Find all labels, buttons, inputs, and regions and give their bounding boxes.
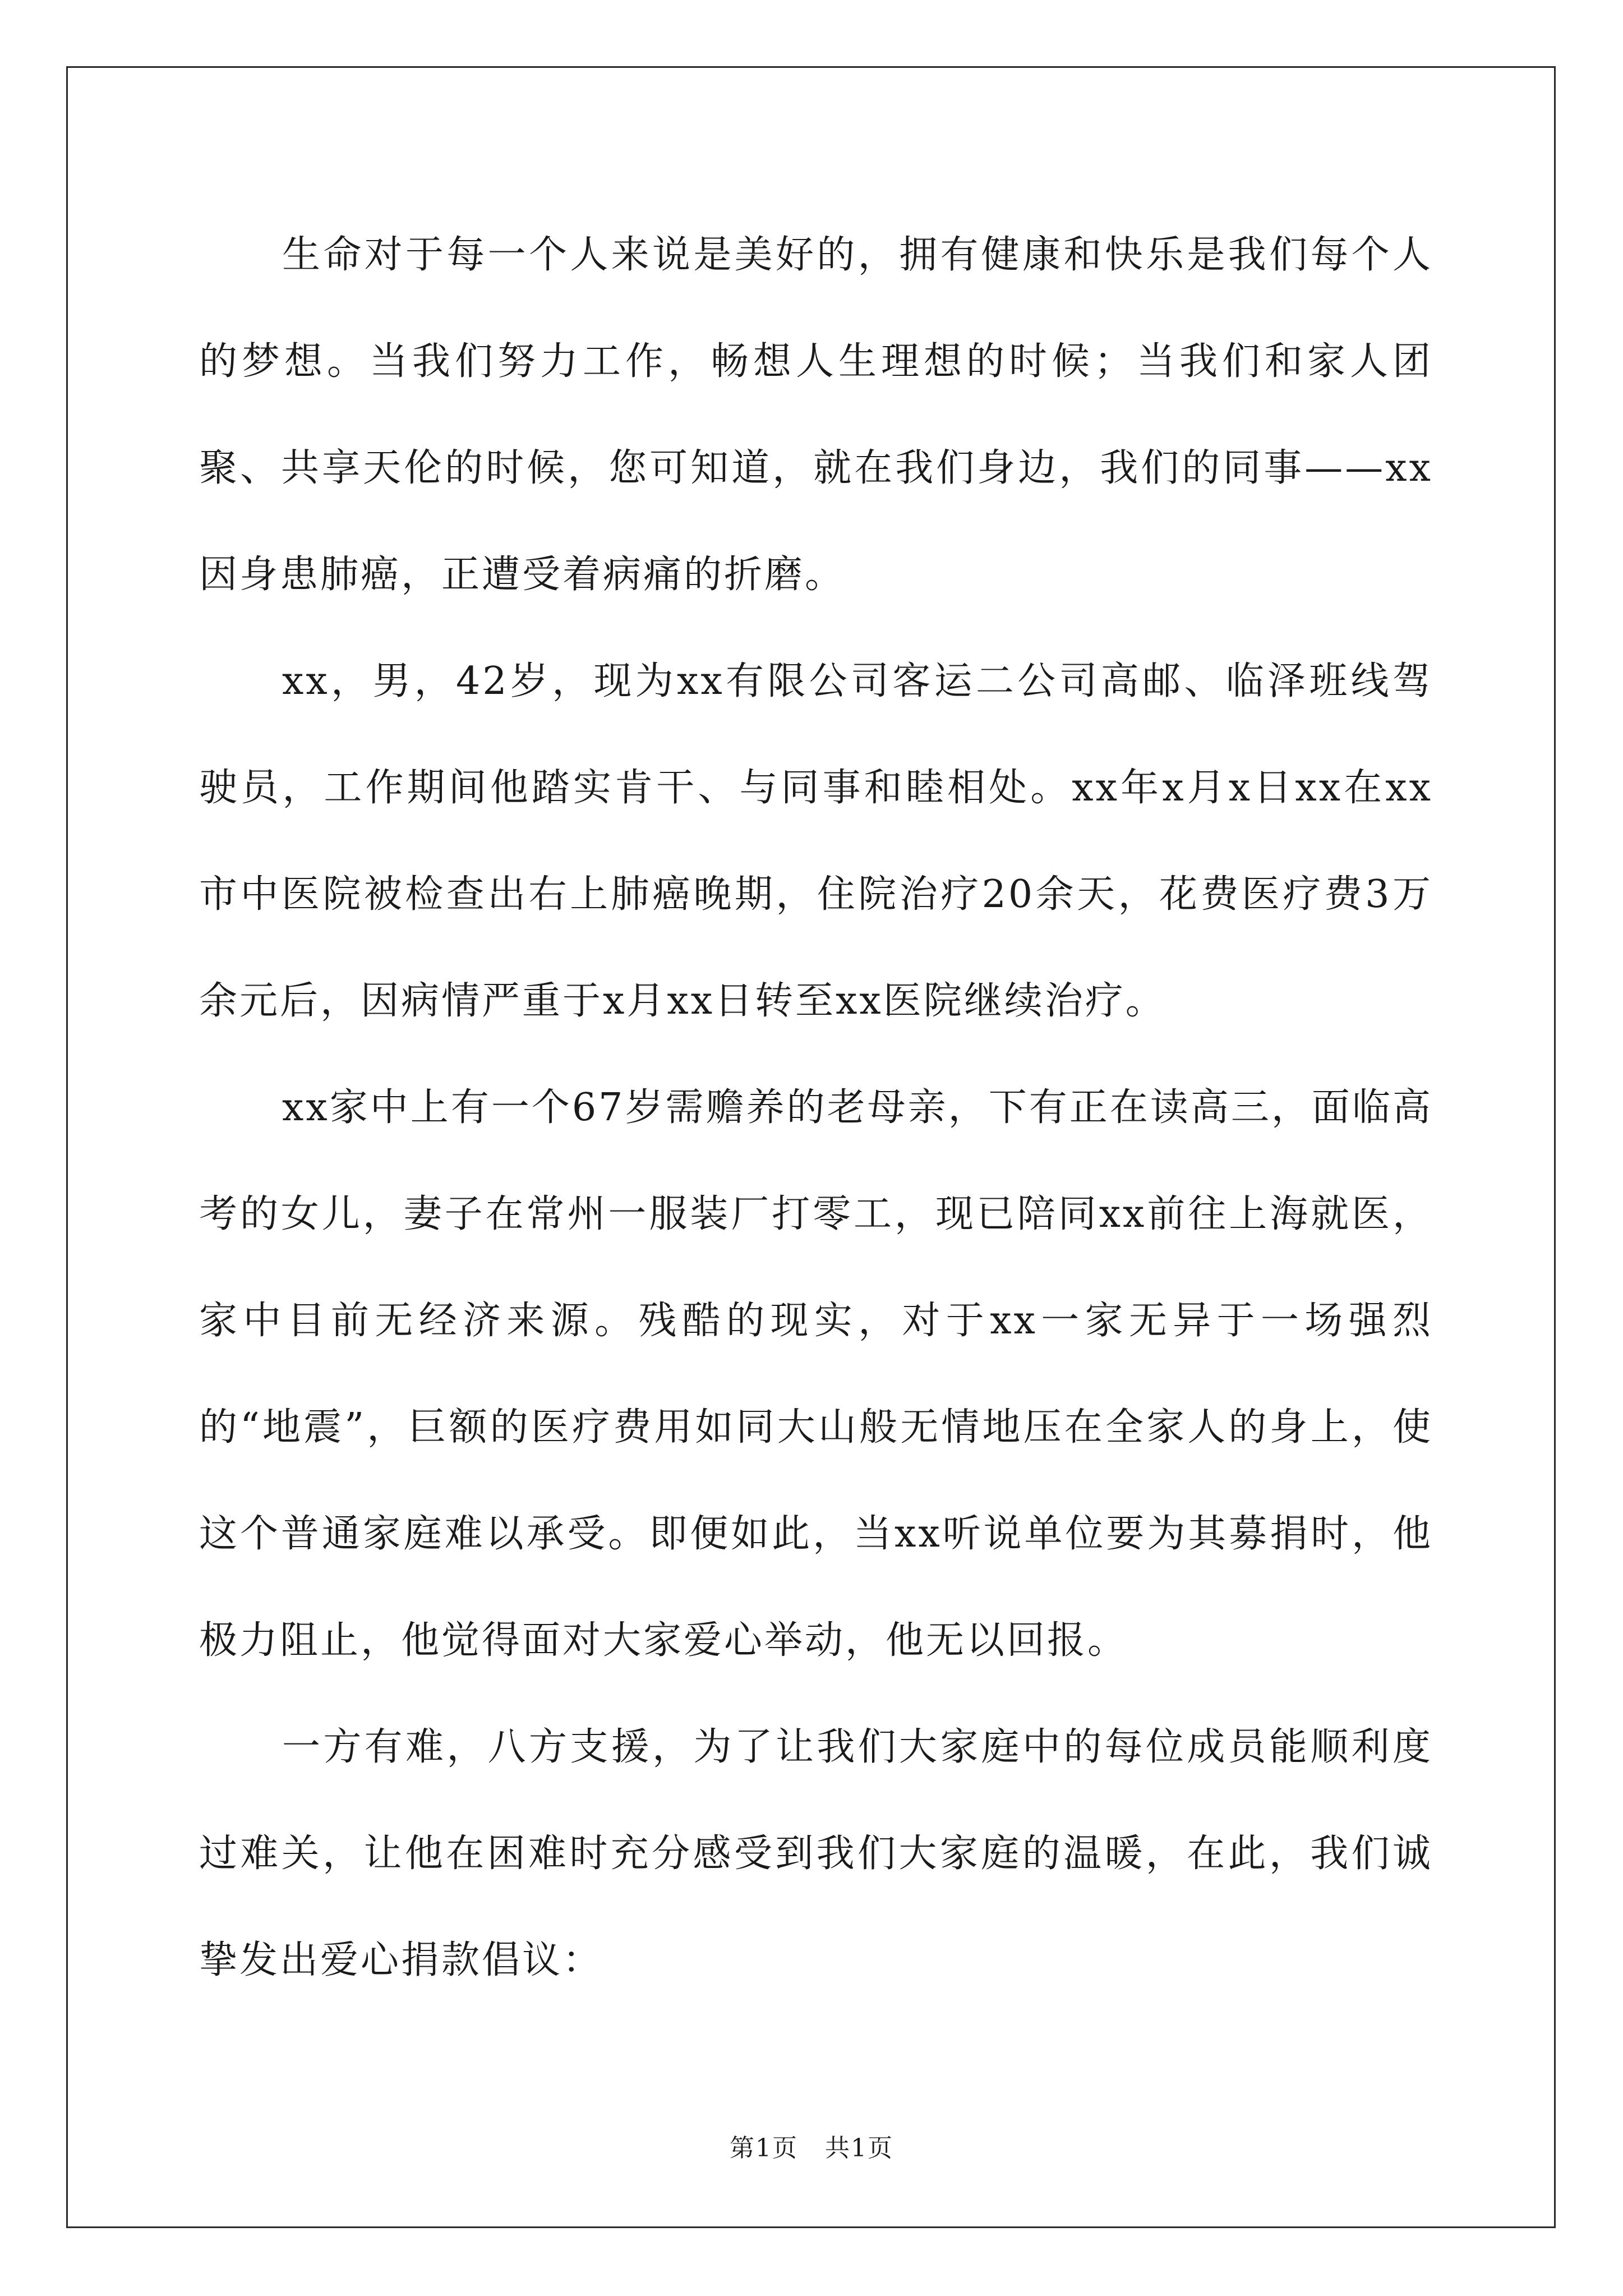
paragraph-2: xx，男，42岁，现为xx有限公司客运二公司高邮、临泽班线驾驶员，工作期间他踏实肯干、与同事和睦相处。xx年x月x日xx在xx市中医院被检查出右上肺癌晚期，住院治疗20余天，花费医疗费3万余元后，因病情严重于x月xx日转至xx医院继续治疗。 xyxy=(199,659,1433,1023)
document-body xyxy=(199,202,1433,2014)
paragraph-3: xx家中上有一个67岁需赡养的老母亲，下有正在读高三，面临高考的女儿，妻子在常州一服装厂打零工，现已陪同xx前往上海就医，家中目前无经济来源。残酷的现实，对于xx一家无异于一场强烈的“地震”，巨额的医疗费用如同大山般无情地压在全家人的身上，使这个普通家庭难以承受。即便如此，当xx听说单位要为其募捐时，他极力阻止，他觉得面对大家爱心举动，他无以回报。 xyxy=(199,1085,1433,1663)
page-footer xyxy=(0,2132,1623,2165)
page-total: 共1页 xyxy=(824,2134,893,2162)
paragraph-1: 生命对于每一个人来说是美好的，拥有健康和快乐是我们每个人的梦想。当我们努力工作，畅想人生理想的时候；当我们和家人团聚、共享天伦的时候，您可知道，就在我们身边，我们的同事——xx因身患肺癌，正遭受着病痛的折磨。 xyxy=(199,233,1433,597)
paragraph-4: 一方有难，八方支援，为了让我们大家庭中的每位成员能顺利度过难关，让他在困难时充分感受到我们大家庭的温暖，在此，我们诚挚发出爱心捐款倡议： xyxy=(199,1725,1433,1982)
page-number: 第1页 xyxy=(730,2134,799,2162)
